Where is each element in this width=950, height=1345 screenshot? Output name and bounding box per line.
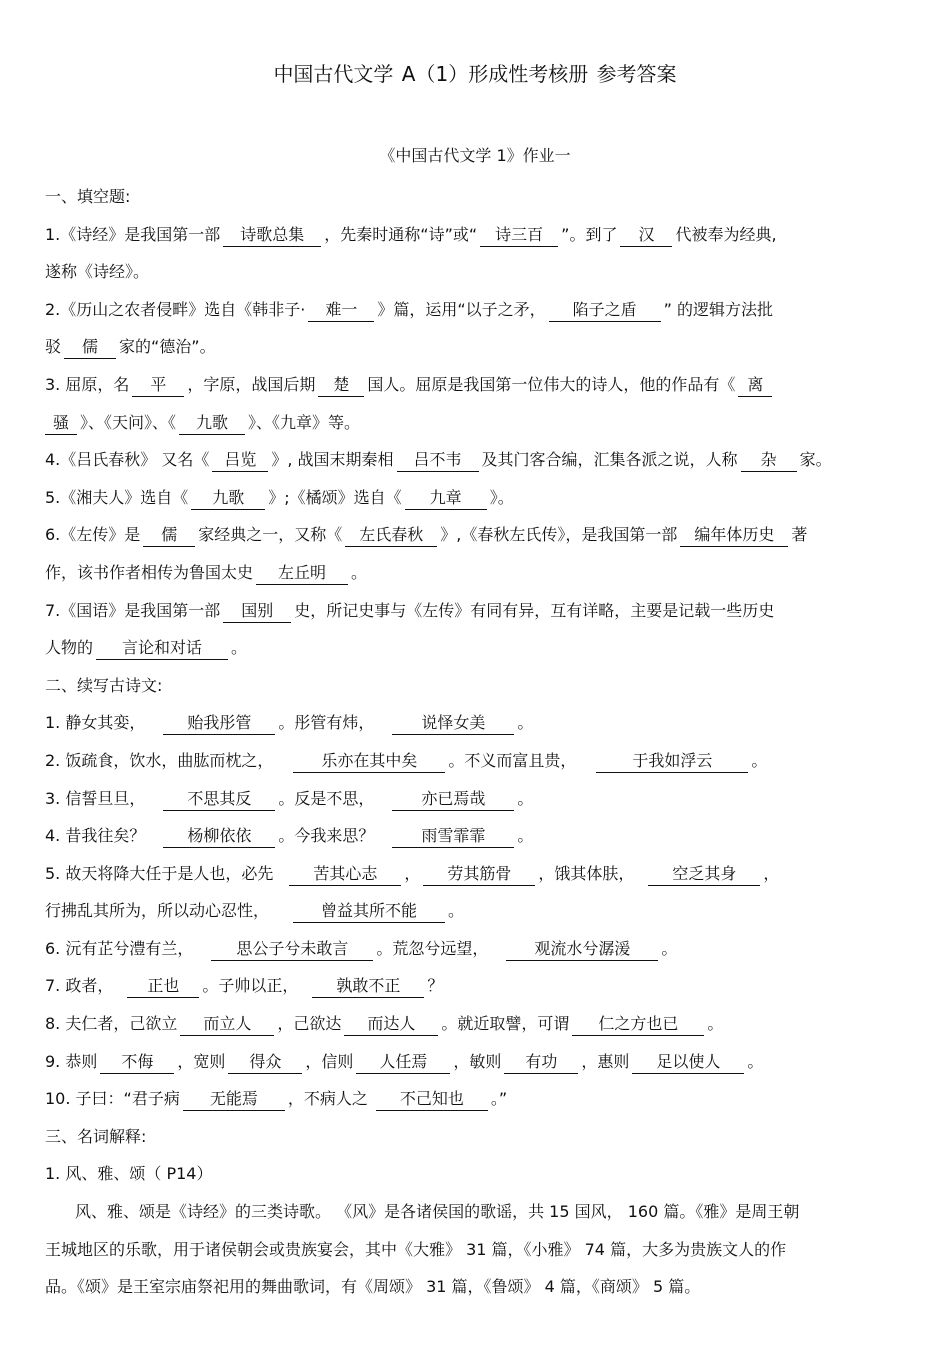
section-heading: 三、名词解释: — [45, 1126, 147, 1146]
answer-blank: 言论和对话 — [96, 637, 228, 660]
answer-blank: 正也 — [127, 975, 199, 998]
answer-blank: 陷子之盾 — [549, 299, 661, 322]
answer-blank: 而立人 — [180, 1013, 274, 1036]
answer-blank: 左氏春秋 — [345, 524, 437, 547]
answer-blank: 不己知也 — [376, 1088, 488, 1111]
answer-blank: 诗歌总集 — [223, 224, 321, 247]
answer-blank: 不思其反 — [163, 788, 275, 811]
answer-blank: 曾益其所不能 — [293, 900, 445, 923]
fill-question-3-cont: 骚 》、《天问》、《 九歌 》、《九章》等。 — [45, 404, 907, 442]
fill-question-7-cont: 人物的 言论和对话 。 — [45, 629, 907, 667]
answer-blank: 苦其心志 — [289, 863, 401, 886]
answer-blank: 九歌 — [191, 487, 265, 510]
poem-question-3: 3. 信誓旦旦， 不思其反 。反是不思， 亦已焉哉 。 — [45, 780, 907, 818]
answer-blank: 得众 — [228, 1051, 302, 1074]
document-title: 中国古代文学 A（1）形成性考核册 参考答案 — [273, 62, 677, 86]
term-explanation: 品。《颂》是王室宗庙祭祀用的舞曲歌词，有《周颂》 31 篇，《鲁颂》 4 篇，《商颂》 5 篇。 — [45, 1277, 701, 1297]
answer-blank: 人任焉 — [356, 1051, 450, 1074]
answer-blank: 于我如浮云 — [596, 750, 748, 773]
poem-question-2: 2. 饭疏食，饮水，曲肱而枕之， 乐亦在其中矣 。不义而富且贵， 于我如浮云 。 — [45, 742, 907, 780]
answer-blank: 诗三百 — [480, 224, 558, 247]
poem-question-4: 4. 昔我往矣？ 杨柳依依 。今我来思？ 雨雪霏霏 。 — [45, 817, 907, 855]
section-heading: 一、填空题: — [45, 187, 131, 206]
answer-blank: 乐亦在其中矣 — [293, 750, 445, 773]
answer-blank: 思公子兮未敢言 — [211, 938, 373, 961]
term-explanation: 王城地区的乐歌，用于诸侯朝会或贵族宴会，其中《大雅》 31 篇，《小雅》 74 篇，大多为贵族文人的作 — [45, 1239, 787, 1259]
answer-blank: 亦已焉哉 — [392, 788, 514, 811]
document-body — [45, 178, 907, 1306]
poem-question-1: 1. 静女其娈， 贻我彤管 。彤管有炜， 说怿女美 。 — [45, 704, 907, 742]
answer-blank: 汉 — [620, 224, 672, 247]
answer-blank: 左丘明 — [256, 562, 348, 585]
answer-blank: 仁之方也已 — [572, 1013, 704, 1036]
poem-question-6: 6. 沅有芷兮澧有兰， 思公子兮未敢言 。荒忽兮远望， 观流水兮潺湲 。 — [45, 930, 907, 968]
poem-question-10: 10. 子曰：“君子病 无能焉 ，不病人之 不己知也 。” — [45, 1080, 907, 1118]
assignment-title: 《中国古代文学 1》作业一 — [379, 146, 571, 165]
answer-blank: 儒 — [64, 336, 116, 359]
answer-blank: 平 — [132, 374, 184, 397]
fill-question-6-cont: 作，该书作者相传为鲁国太史 左丘明 。 — [45, 554, 907, 592]
answer-blank: 楚 — [318, 374, 364, 397]
fill-question-1: 1.《诗经》是我国第一部 诗歌总集 ，先秦时通称“诗”或“ 诗三百 ”。到了 汉 代被奉为经典, — [45, 216, 907, 254]
section-heading: 二、续写古诗文: — [45, 675, 163, 695]
fill-question-1-cont: 遂称《诗经》。 — [45, 262, 150, 282]
answer-blank: 足以使人 — [632, 1051, 744, 1074]
answer-blank: 吕览 — [212, 449, 268, 472]
fill-question-2: 2.《历山之农者侵畔》选自《韩非子· 难一 》篇，运用“以子之矛， 陷子之盾 ” 的逻辑方法批 — [45, 291, 907, 329]
answer-blank: 有功 — [504, 1051, 578, 1074]
answer-blank: 说怿女美 — [392, 712, 514, 735]
fill-question-3: 3. 屈原，名 平 ，字原，战国后期 楚 国人。屈原是我国第一位伟大的诗人，他的作品有《 离 — [45, 366, 907, 404]
fill-question-6: 6.《左传》是 儒 家经典之一，又称《 左氏春秋 》,《春秋左氏传》，是我国第一部 编年体历史 著 — [45, 516, 907, 554]
answer-blank: 雨雪霏霏 — [392, 825, 514, 848]
poem-question-7: 7. 政者， 正也 。子帅以正， 孰敢不正 ？ — [45, 967, 907, 1005]
answer-blank: 空乏其身 — [648, 863, 760, 886]
answer-blank: 九歌 — [179, 412, 245, 435]
answer-blank: 难一 — [308, 299, 374, 322]
answer-blank: 编年体历史 — [680, 524, 788, 547]
fill-question-4: 4.《吕氏春秋》 又名《 吕览 》, 战国末期秦相 吕不韦 及其门客合编，汇集各派之说，人称 杂 家。 — [45, 441, 907, 479]
answer-blank: 不侮 — [100, 1051, 174, 1074]
answer-blank: 吕不韦 — [397, 449, 479, 472]
answer-blank: 杂 — [741, 449, 797, 472]
answer-blank: 儒 — [143, 524, 195, 547]
answer-blank: 骚 — [45, 412, 77, 435]
answer-blank: 国别 — [223, 600, 291, 623]
poem-question-8: 8. 夫仁者，己欲立 而立人 ，己欲达 而达人 。就近取譬，可谓 仁之方也已 。 — [45, 1005, 907, 1043]
answer-blank: 杨柳依依 — [163, 825, 275, 848]
answer-blank: 孰敢不正 — [312, 975, 424, 998]
answer-blank: 九章 — [405, 487, 487, 510]
answer-blank: 劳其筋骨 — [423, 863, 535, 886]
poem-question-9: 9. 恭则 不侮 ，宽则 得众 ，信则 人任焉 ，敏则 有功 ，惠则 足以使人 。 — [45, 1043, 907, 1081]
fill-question-5: 5.《湘夫人》选自《 九歌 》;《橘颂》选自《 九章 》。 — [45, 479, 907, 517]
fill-question-7: 7.《国语》是我国第一部 国别 史，所记史事与《左传》有同有异，互有详略，主要是记载一些历史 — [45, 592, 907, 630]
poem-question-5: 5. 故天将降大任于是人也，必先 苦其心志 ， 劳其筋骨 ，饿其体肤， 空乏其身 ， — [45, 855, 907, 893]
poem-question-5-cont: 行拂乱其所为，所以动心忍性， 曾益其所不能 。 — [45, 892, 907, 930]
answer-blank: 无能焉 — [183, 1088, 285, 1111]
answer-blank: 观流水兮潺湲 — [506, 938, 658, 961]
answer-blank: 离 — [738, 374, 772, 397]
answer-blank: 贻我彤管 — [163, 712, 275, 735]
term-explanation: 风、雅、颂是《诗经》的三类诗歌。 《风》是各诸侯国的歌谣，共 15 国风， 160 篇。《雅》是周王朝 — [75, 1202, 800, 1222]
fill-question-2-cont: 驳 儒 家的“德治”。 — [45, 328, 907, 366]
term-heading: 1. 风、雅、颂（ P14） — [45, 1164, 213, 1184]
answer-blank: 而达人 — [344, 1013, 438, 1036]
